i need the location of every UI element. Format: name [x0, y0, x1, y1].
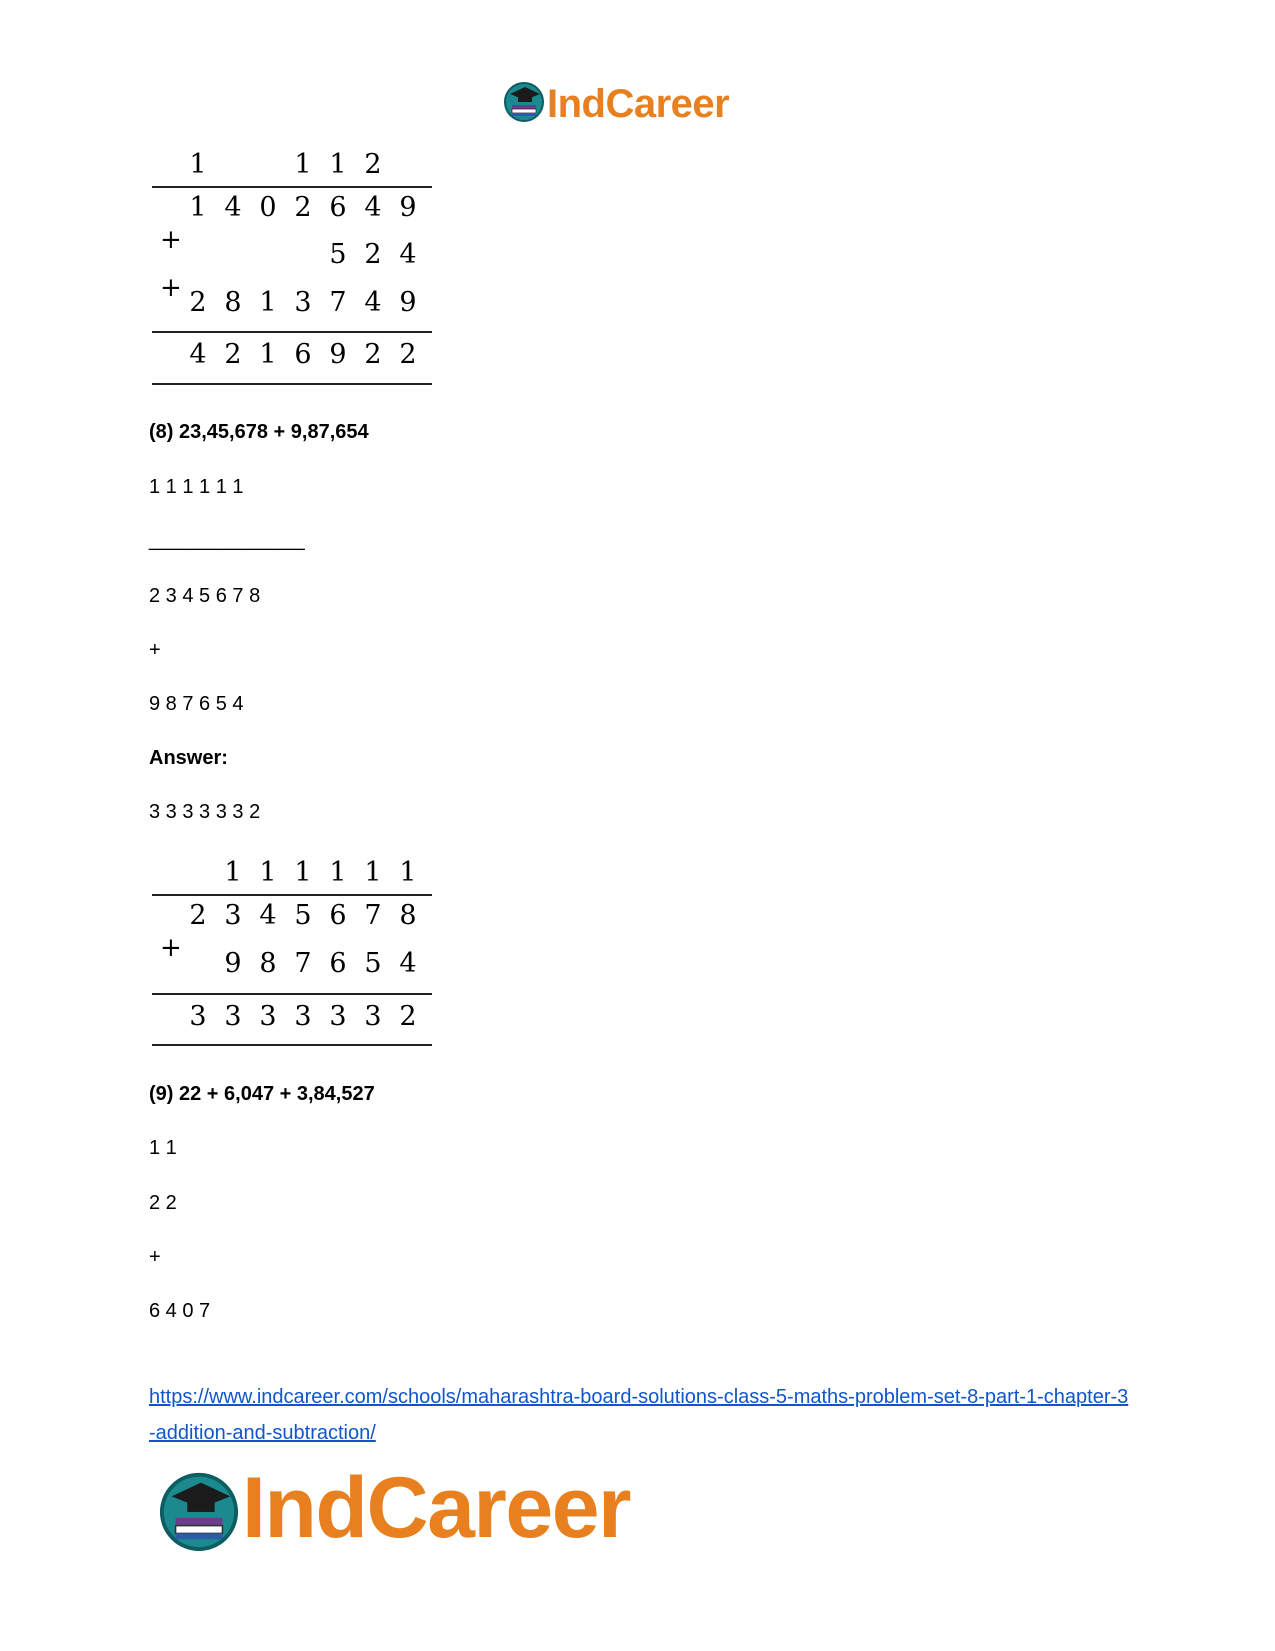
addend-2: 9 8 7 6 5 4: [149, 693, 244, 715]
logo-wordmark: IndCareer: [547, 82, 730, 126]
addend-digit: 1: [189, 192, 207, 223]
addition-figure-b: [150, 855, 435, 1055]
addend-digit: 2: [364, 239, 382, 270]
addend-2: 6 4 0 7: [149, 1300, 211, 1322]
addend-digit: 4: [399, 948, 417, 979]
addend-digit: 5: [294, 900, 312, 931]
rule-line: [152, 894, 432, 896]
logo-wordmark: IndCareer: [242, 1460, 630, 1556]
plus-text: +: [149, 1246, 161, 1268]
addend-digit: 2: [294, 192, 312, 223]
addend-digit: 6: [329, 900, 347, 931]
sum-digit: 1: [259, 339, 277, 370]
footer-logo: [158, 1460, 698, 1559]
carry-line: 1 1: [149, 1137, 177, 1159]
addend-digit: 9: [399, 287, 417, 318]
addend-digit: 8: [259, 948, 277, 979]
sum-digit: 9: [329, 339, 347, 370]
rule-line: [152, 1044, 432, 1046]
plus-text: +: [149, 639, 161, 661]
graduation-cap-emblem-icon: [158, 1469, 240, 1551]
carry-digit: 1: [259, 857, 277, 888]
source-url-link[interactable]: https://www.indcareer.com/schools/maharashtra-board-solutions-class-5-maths-problem-set-8-part-1-chapter-3-addition-and-subtraction/: [149, 1386, 1129, 1444]
addend-digit: 3: [224, 900, 242, 931]
addend-digit: 4: [399, 239, 417, 270]
sum-digit: 3: [259, 1001, 277, 1032]
sum-digit: 3: [224, 1001, 242, 1032]
carry-digit: 1: [364, 857, 382, 888]
carry-digit: 1: [294, 857, 312, 888]
answer-label: Answer:: [149, 747, 228, 769]
addend-digit: 3: [294, 287, 312, 318]
graduation-cap-emblem-icon: [503, 80, 545, 122]
sum-digit: 2: [399, 1001, 417, 1032]
rule-line: [152, 331, 432, 333]
plus-sign: +: [160, 933, 182, 963]
sum-digit: 3: [364, 1001, 382, 1032]
addend-digit: 7: [329, 287, 347, 318]
sum-digit: 3: [294, 1001, 312, 1032]
addend-digit: 9: [224, 948, 242, 979]
sum-digit: 3: [189, 1001, 207, 1032]
rule-text: ______________: [149, 529, 305, 551]
sum-digit: 2: [224, 339, 242, 370]
addend-digit: 4: [364, 287, 382, 318]
sum-digit: 4: [189, 339, 207, 370]
addend-digit: 5: [364, 948, 382, 979]
addend-digit: 5: [329, 239, 347, 270]
addend-digit: 8: [399, 900, 417, 931]
addend-digit: 6: [329, 192, 347, 223]
addend-digit: 4: [259, 900, 277, 931]
problem-9-title: (9) 22 + 6,047 + 3,84,527: [149, 1083, 375, 1105]
addend-digit: 8: [224, 287, 242, 318]
addend-digit: 4: [224, 192, 242, 223]
addend-digit: 6: [329, 948, 347, 979]
carry-line: 1 1 1 1 1 1: [149, 476, 244, 498]
carry-digit: 2: [364, 149, 382, 180]
sum-digit: 3: [329, 1001, 347, 1032]
answer-value: 3 3 3 3 3 3 2: [149, 801, 261, 823]
rule-line: [152, 383, 432, 385]
carry-digit: 1: [329, 149, 347, 180]
plus-sign: +: [160, 225, 182, 255]
sum-digit: 6: [294, 339, 312, 370]
addend-digit: 2: [189, 287, 207, 318]
addend-digit: 2: [189, 900, 207, 931]
carry-digit: 1: [399, 857, 417, 888]
addend-digit: 4: [364, 192, 382, 223]
carry-digit: 1: [189, 149, 207, 180]
header-logo: [503, 80, 773, 132]
addend-digit: 9: [399, 192, 417, 223]
rule-line: [152, 186, 432, 188]
addend-digit: 7: [294, 948, 312, 979]
addend-digit: 1: [259, 287, 277, 318]
addend-1: 2 2: [149, 1192, 177, 1214]
sum-digit: 2: [399, 339, 417, 370]
sum-digit: 2: [364, 339, 382, 370]
plus-sign: +: [160, 273, 182, 303]
carry-digit: 1: [224, 857, 242, 888]
rule-line: [152, 993, 432, 995]
problem-8-title: (8) 23,45,678 + 9,87,654: [149, 421, 369, 443]
addition-figure-a: [150, 147, 435, 387]
carry-digit: 1: [294, 149, 312, 180]
addend-1: 2 3 4 5 6 7 8: [149, 585, 261, 607]
addend-digit: 0: [259, 192, 277, 223]
carry-digit: 1: [329, 857, 347, 888]
addend-digit: 7: [364, 900, 382, 931]
